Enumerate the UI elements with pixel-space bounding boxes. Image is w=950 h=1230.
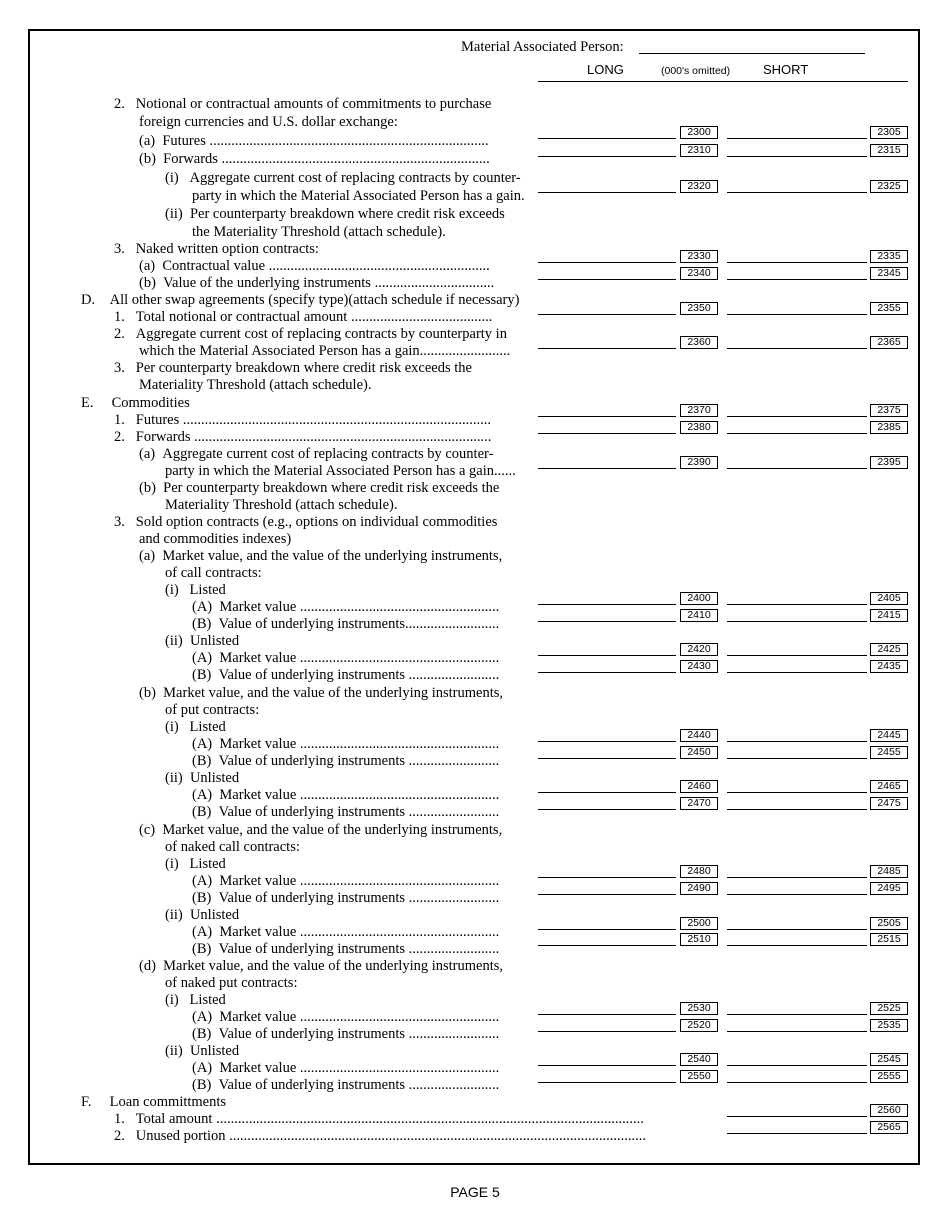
- short-amount-field[interactable]: [727, 672, 867, 673]
- form-line-text: (a) Futures .............................................................................: [139, 133, 489, 149]
- short-amount-field[interactable]: [727, 1014, 867, 1015]
- page-number: PAGE 5: [450, 1184, 500, 1200]
- short-amount-field[interactable]: [727, 741, 867, 742]
- form-line-text: (a) Contractual value .............................................................: [139, 258, 490, 274]
- long-line-code-box: 2510: [680, 933, 718, 946]
- long-line-code-box: 2380: [680, 421, 718, 434]
- short-line-code-box: 2525: [870, 1002, 908, 1015]
- short-line-code-box: 2455: [870, 746, 908, 759]
- long-amount-field[interactable]: [538, 894, 676, 895]
- long-amount-field[interactable]: [538, 192, 676, 193]
- form-line-text: of call contracts:: [165, 565, 262, 581]
- form-line-text: 3. Naked written option contracts:: [114, 241, 319, 257]
- long-amount-field[interactable]: [538, 945, 676, 946]
- form-line-text: party in which the Material Associated Person has a gain.: [192, 188, 525, 204]
- short-line-code-box: 2465: [870, 780, 908, 793]
- form-line-text: D. All other swap agreements (specify type)(attach schedule if necessary): [81, 292, 520, 308]
- long-amount-field[interactable]: [538, 1065, 676, 1066]
- short-amount-field[interactable]: [727, 262, 867, 263]
- form-line-text: foreign currencies and U.S. dollar exchange:: [139, 114, 398, 130]
- form-line-text: (A) Market value .......................................................: [192, 1009, 500, 1025]
- short-line-code-box: 2485: [870, 865, 908, 878]
- long-amount-field[interactable]: [538, 877, 676, 878]
- long-line-code-box: 2540: [680, 1053, 718, 1066]
- short-amount-field[interactable]: [727, 279, 867, 280]
- long-amount-field[interactable]: [538, 809, 676, 810]
- long-line-code-box: 2430: [680, 660, 718, 673]
- form-line-text: (ii) Unlisted: [165, 633, 240, 649]
- short-amount-field[interactable]: [727, 156, 867, 157]
- form-line-text: (ii) Unlisted: [165, 907, 240, 923]
- long-line-code-box: 2550: [680, 1070, 718, 1083]
- form-line-text: Materiality Threshold (attach schedule).: [165, 497, 398, 513]
- form-line-text: (i) Listed: [165, 992, 226, 1008]
- column-header-short: SHORT: [763, 62, 809, 77]
- long-amount-field[interactable]: [538, 929, 676, 930]
- short-line-code-box: 2395: [870, 456, 908, 469]
- short-amount-field[interactable]: [727, 416, 867, 417]
- long-line-code-box: 2490: [680, 882, 718, 895]
- form-line-text: 3. Sold option contracts (e.g., options on individual commodities: [114, 514, 498, 530]
- long-line-code-box: 2470: [680, 797, 718, 810]
- form-line-text: (B) Value of underlying instruments .........................: [192, 1026, 500, 1042]
- long-line-code-box: 2340: [680, 267, 718, 280]
- long-line-code-box: 2500: [680, 917, 718, 930]
- form-line-text: 2. Forwards ..................................................................................: [114, 429, 492, 445]
- form-line-text: of naked call contracts:: [165, 839, 300, 855]
- short-amount-field[interactable]: [727, 314, 867, 315]
- form-line-text: which the Material Associated Person has a gain.........................: [139, 343, 511, 359]
- form-line-text: 1. Futures .....................................................................................: [114, 412, 491, 428]
- short-line-code-box: 2415: [870, 609, 908, 622]
- form-line-text: 2. Notional or contractual amounts of commitments to purchase: [114, 96, 492, 112]
- short-line-code-box: 2345: [870, 267, 908, 280]
- short-amount-field[interactable]: [727, 809, 867, 810]
- form-line-text: of naked put contracts:: [165, 975, 298, 991]
- long-line-code-box: 2450: [680, 746, 718, 759]
- form-line-text: 1. Total amount ......................................................................................................................: [114, 1111, 644, 1127]
- long-line-code-box: 2530: [680, 1002, 718, 1015]
- long-line-code-box: 2420: [680, 643, 718, 656]
- long-amount-field[interactable]: [538, 348, 676, 349]
- form-line-text: party in which the Material Associated Person has a gain......: [165, 463, 516, 479]
- form-line-text: (i) Listed: [165, 719, 226, 735]
- form-line-text: (A) Market value .......................................................: [192, 736, 500, 752]
- short-line-code-box: 2445: [870, 729, 908, 742]
- form-line-text: (A) Market value .......................................................: [192, 599, 500, 615]
- long-line-code-box: 2320: [680, 180, 718, 193]
- form-line-text: (A) Market value .......................................................: [192, 787, 500, 803]
- short-line-code-box: 2315: [870, 144, 908, 157]
- form-line-text: and commodities indexes): [139, 531, 292, 547]
- long-line-code-box: 2300: [680, 126, 718, 139]
- long-amount-field[interactable]: [538, 1082, 676, 1083]
- form-line-text: (A) Market value .......................................................: [192, 1060, 500, 1076]
- form-line-text: (B) Value of underlying instruments .........................: [192, 804, 500, 820]
- long-line-code-box: 2480: [680, 865, 718, 878]
- short-line-code-box: 2505: [870, 917, 908, 930]
- short-line-code-box: 2375: [870, 404, 908, 417]
- long-line-code-box: 2330: [680, 250, 718, 263]
- short-line-code-box: 2325: [870, 180, 908, 193]
- long-amount-field[interactable]: [538, 1014, 676, 1015]
- short-amount-field[interactable]: [727, 348, 867, 349]
- long-amount-field[interactable]: [538, 433, 676, 434]
- form-line-text: (B) Value of underlying instruments .........................: [192, 753, 500, 769]
- short-line-code-box: 2385: [870, 421, 908, 434]
- long-amount-field[interactable]: [538, 138, 676, 139]
- short-amount-field[interactable]: [727, 138, 867, 139]
- form-line-text: (a) Aggregate current cost of replacing contracts by counter-: [139, 446, 494, 462]
- form-line-text: (B) Value of underlying instruments..........................: [192, 616, 500, 632]
- form-line-text: (ii) Unlisted: [165, 770, 240, 786]
- short-line-code-box: 2565: [870, 1121, 908, 1134]
- long-line-code-box: 2440: [680, 729, 718, 742]
- short-amount-field[interactable]: [727, 758, 867, 759]
- long-line-code-box: 2460: [680, 780, 718, 793]
- short-amount-field[interactable]: [727, 877, 867, 878]
- form-line-text: 2. Aggregate current cost of replacing contracts by counterparty in: [114, 326, 507, 342]
- form-line-text: of put contracts:: [165, 702, 260, 718]
- material-associated-person-label: Material Associated Person:: [461, 39, 624, 55]
- short-line-code-box: 2560: [870, 1104, 908, 1117]
- form-line-text: (b) Market value, and the value of the underlying instruments,: [139, 685, 504, 701]
- form-line-text: (B) Value of underlying instruments .........................: [192, 890, 500, 906]
- short-amount-field[interactable]: [727, 792, 867, 793]
- form-line-text: (B) Value of underlying instruments .........................: [192, 941, 500, 957]
- form-line-text: 3. Per counterparty breakdown where credit risk exceeds the: [114, 360, 472, 376]
- short-amount-field[interactable]: [727, 621, 867, 622]
- short-amount-field[interactable]: [727, 655, 867, 656]
- short-amount-field[interactable]: [727, 468, 867, 469]
- form-line-text: (b) Per counterparty breakdown where credit risk exceeds the: [139, 480, 500, 496]
- long-line-code-box: 2310: [680, 144, 718, 157]
- short-line-code-box: 2365: [870, 336, 908, 349]
- form-line-text: (d) Market value, and the value of the underlying instruments,: [139, 958, 504, 974]
- form-line-text: the Materiality Threshold (attach schedule).: [192, 224, 446, 240]
- long-amount-field[interactable]: [538, 314, 676, 315]
- long-amount-field[interactable]: [538, 416, 676, 417]
- long-amount-field[interactable]: [538, 1031, 676, 1032]
- long-line-code-box: 2520: [680, 1019, 718, 1032]
- form-line-text: E. Commodities: [81, 395, 190, 411]
- short-line-code-box: 2495: [870, 882, 908, 895]
- form-line-text: (B) Value of underlying instruments .........................: [192, 1077, 500, 1093]
- long-amount-field[interactable]: [538, 758, 676, 759]
- form-line-text: (i) Listed: [165, 582, 226, 598]
- short-amount-field[interactable]: [727, 1116, 867, 1117]
- short-amount-field[interactable]: [727, 945, 867, 946]
- form-line-text: (ii) Per counterparty breakdown where credit risk exceeds: [165, 206, 505, 222]
- form-line-text: (ii) Unlisted: [165, 1043, 240, 1059]
- long-line-code-box: 2370: [680, 404, 718, 417]
- short-amount-field[interactable]: [727, 1082, 867, 1083]
- long-amount-field[interactable]: [538, 741, 676, 742]
- long-amount-field[interactable]: [538, 279, 676, 280]
- short-line-code-box: 2425: [870, 643, 908, 656]
- short-line-code-box: 2405: [870, 592, 908, 605]
- long-amount-field[interactable]: [538, 621, 676, 622]
- short-line-code-box: 2475: [870, 797, 908, 810]
- short-line-code-box: 2535: [870, 1019, 908, 1032]
- form-line-text: F. Loan committments: [81, 1094, 227, 1110]
- short-line-code-box: 2305: [870, 126, 908, 139]
- short-line-code-box: 2555: [870, 1070, 908, 1083]
- short-amount-field[interactable]: [727, 1133, 867, 1134]
- form-line-text: 1. Total notional or contractual amount .......................................: [114, 309, 493, 325]
- short-line-code-box: 2515: [870, 933, 908, 946]
- short-line-code-box: 2335: [870, 250, 908, 263]
- form-line-text: (A) Market value .......................................................: [192, 873, 500, 889]
- form-line-text: 2. Unused portion ...................................................................................................................: [114, 1128, 647, 1144]
- form-line-text: (A) Market value .......................................................: [192, 650, 500, 666]
- form-line-text: (B) Value of underlying instruments .........................: [192, 667, 500, 683]
- material-associated-person-field[interactable]: [639, 53, 865, 54]
- form-line-text: (c) Market value, and the value of the underlying instruments,: [139, 822, 503, 838]
- form-line-text: (a) Market value, and the value of the underlying instruments,: [139, 548, 503, 564]
- column-header-long: LONG: [587, 62, 624, 77]
- short-line-code-box: 2355: [870, 302, 908, 315]
- header-rule: [538, 81, 908, 82]
- short-amount-field[interactable]: [727, 1031, 867, 1032]
- long-amount-field[interactable]: [538, 604, 676, 605]
- short-line-code-box: 2435: [870, 660, 908, 673]
- short-amount-field[interactable]: [727, 192, 867, 193]
- short-amount-field[interactable]: [727, 894, 867, 895]
- column-header-omitted: (000's omitted): [661, 65, 731, 77]
- form-line-text: Materiality Threshold (attach schedule).: [139, 377, 372, 393]
- short-amount-field[interactable]: [727, 929, 867, 930]
- long-line-code-box: 2390: [680, 456, 718, 469]
- form-line-text: (A) Market value .......................................................: [192, 924, 500, 940]
- long-amount-field[interactable]: [538, 156, 676, 157]
- form-line-text: (i) Aggregate current cost of replacing contracts by counter-: [165, 170, 521, 186]
- short-amount-field[interactable]: [727, 433, 867, 434]
- long-line-code-box: 2400: [680, 592, 718, 605]
- long-amount-field[interactable]: [538, 792, 676, 793]
- long-amount-field[interactable]: [538, 672, 676, 673]
- long-amount-field[interactable]: [538, 262, 676, 263]
- form-line-text: (i) Listed: [165, 856, 226, 872]
- long-amount-field[interactable]: [538, 468, 676, 469]
- form-line-text: (b) Forwards ..........................................................................: [139, 151, 490, 167]
- short-line-code-box: 2545: [870, 1053, 908, 1066]
- short-amount-field[interactable]: [727, 604, 867, 605]
- long-amount-field[interactable]: [538, 655, 676, 656]
- long-line-code-box: 2360: [680, 336, 718, 349]
- form-line-text: (b) Value of the underlying instruments .................................: [139, 275, 495, 291]
- long-line-code-box: 2410: [680, 609, 718, 622]
- long-line-code-box: 2350: [680, 302, 718, 315]
- short-amount-field[interactable]: [727, 1065, 867, 1066]
